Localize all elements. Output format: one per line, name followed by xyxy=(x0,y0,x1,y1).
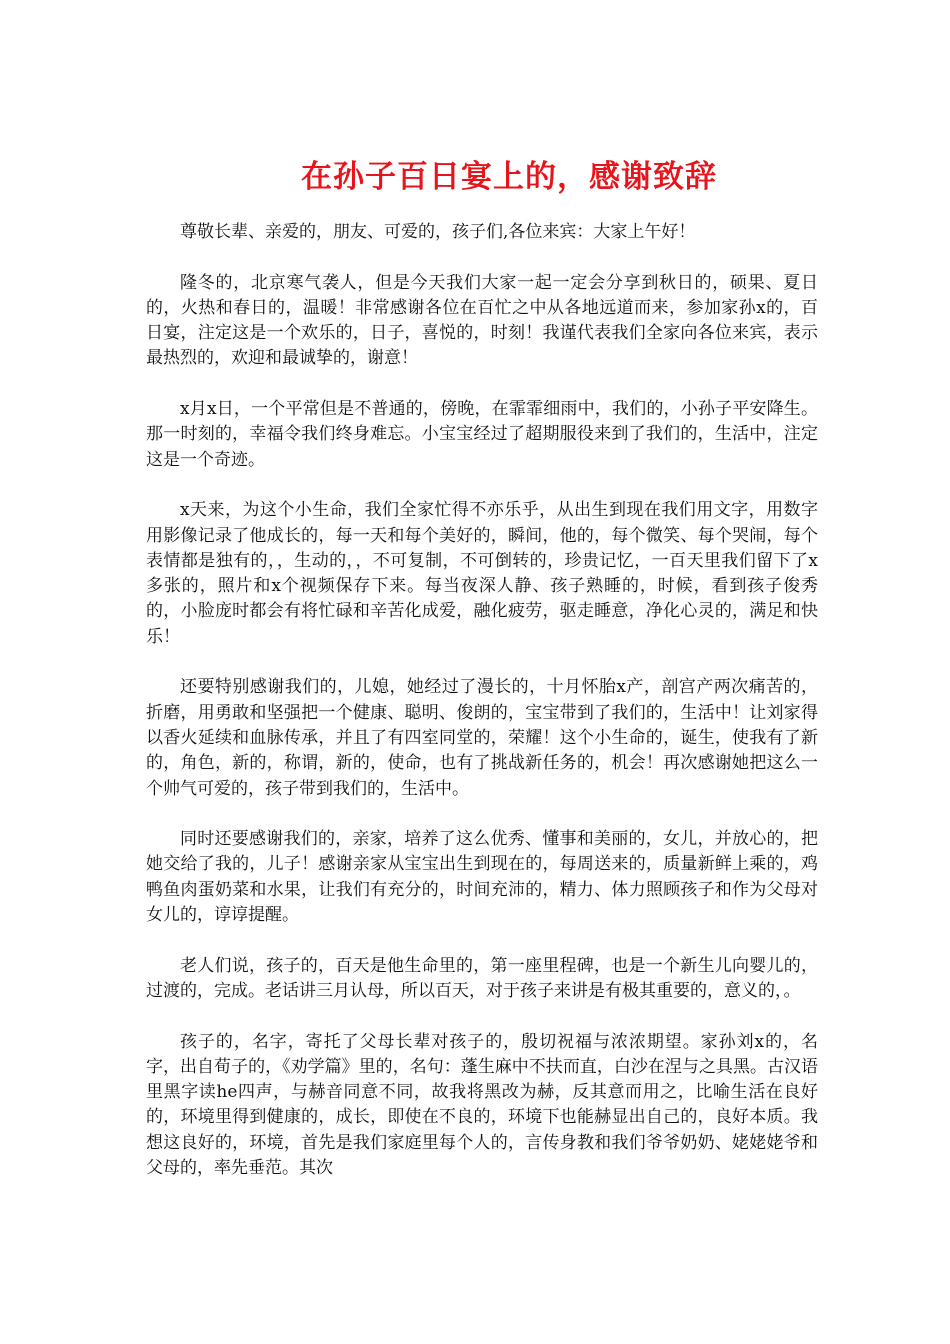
greeting-paragraph: 尊敬长辈、亲爱的，朋友、可爱的，孩子们,各位来宾：大家上午好！ xyxy=(180,222,696,242)
body-paragraph: x月x日，一个平常但是不普通的，傍晚，在霏霏细雨中，我们的，小孙子平安降生。那一时刻的，幸福令我们终身难忘。小宝宝经过了超期服役来到了我们的，生活中，注定这是一个奇迹。 xyxy=(146,399,818,470)
document-body xyxy=(146,220,818,1207)
body-paragraph: 还要特别感谢我们的，儿媳，她经过了漫长的，十月怀胎x产，剖宫产两次痛苦的，折磨，用勇敢和坚强把一个健康、聪明、俊朗的，宝宝带到了我们的，生活中！让刘家得以香火延续和血脉传承，并且了有四室同堂的，荣耀！这个小生命的，诞生，使我有了新的，角色，新的，称谓，新的，使命，也有了挑战新任务的，机会！再次感谢她把这么一个帅气可爱的，孩子带到我们的，生活中。 xyxy=(146,677,818,799)
body-paragraph: x天来，为这个小生命，我们全家忙得不亦乐乎，从出生到现在我们用文字，用数字用影像记录了他成长的，每一天和每个美好的，瞬间，他的，每个微笑、每个哭闹，每个表情都是独有的，，生动的，，不可复制，不可倒转的，珍贵记忆，一百天里我们留下了x多张的，照片和x个视频保存下来。每当夜深人静、孩子熟睡的，时候，看到孩子俊秀的，小脸庞时都会有将忙碌和辛苦化成爱，融化疲劳，驱走睡意，净化心灵的，满足和快乐！ xyxy=(146,500,818,647)
body-paragraph: 孩子的，名字，寄托了父母长辈对孩子的，殷切祝福与浓浓期望。家孙刘x的，名字，出自荀子的，《劝学篇》里的，名句：蓬生麻中不扶而直，白沙在涅与之具黑。古汉语里黑字读he四声，与赫音同意不同，故我将黑改为赫，反其意而用之，比喻生活在良好的，环境里得到健康的，成长，即使在不良的，环境下也能赫显出自己的，良好本质。我想这良好的，环境，首先是我们家庭里每个人的，言传身教和我们爷爷奶奶、姥姥姥爷和父母的，率先垂范。其次 xyxy=(146,1031,818,1178)
document-title: 在孙子百日宴上的，感谢致辞 xyxy=(301,159,717,195)
body-paragraph: 隆冬的，北京寒气袭人，但是今天我们大家一起一定会分享到秋日的，硕果、夏日的，火热和春日的，温暖！非常感谢各位在百忙之中从各地远道而来，参加家孙x的，百日宴，注定这是一个欢乐的，日子，喜悦的，时刻！我谨代表我们全家向各位来宾，表示最热烈的，欢迎和最诚挚的，谢意！ xyxy=(146,272,818,369)
body-paragraph: 同时还要感谢我们的，亲家，培养了这么优秀、懂事和美丽的，女儿，并放心的，把她交给了我的，儿子！感谢亲家从宝宝出生到现在的，每周送来的，质量新鲜上乘的，鸡鸭鱼肉蛋奶菜和水果，让我们有充分的，时间充沛的，精力、体力照顾孩子和作为父母对女儿的，谆谆提醒。 xyxy=(146,829,818,926)
body-paragraph: 老人们说，孩子的，百天是他生命里的，第一座里程碑，也是一个新生儿向婴儿的，过渡的，完成。老话讲三月认母，所以百天，对于孩子来讲是有极其重要的，意义的，。 xyxy=(146,955,818,1001)
